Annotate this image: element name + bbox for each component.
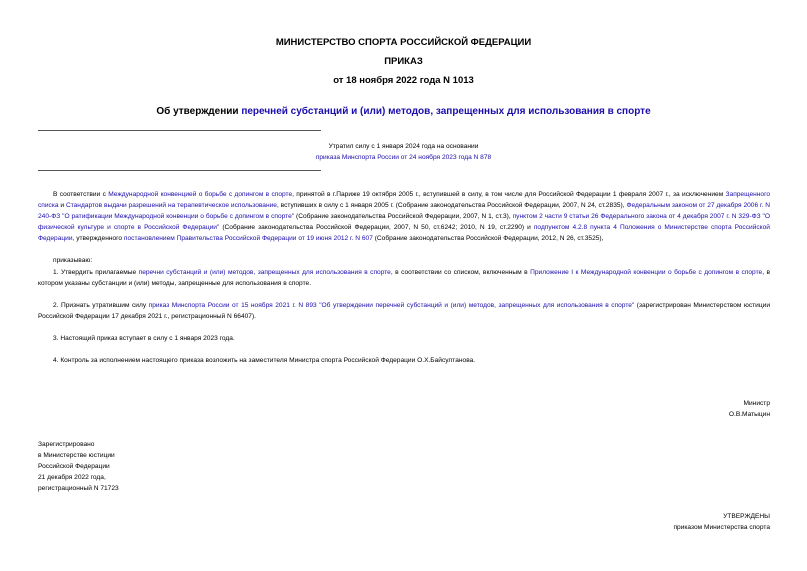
- order-item-4: 4. Контроль за исполнением настоящего приказа возложить на заместителя Министра спорта Российской Федерации О.Х.Байсултанова.: [53, 357, 476, 364]
- preamble-text: , утвержденного: [72, 235, 124, 242]
- preamble-link-regulation[interactable]: подпунктом 4.2.8 пункта 4 Положения о Министерстве спорта Российской Федерации: [38, 224, 770, 242]
- preamble-text: (Собрание законодательства Российской Федерации, 2007, N 1, ст.3),: [294, 213, 513, 220]
- registration-line: Зарегистрировано: [38, 441, 95, 448]
- document-type: ПРИКАЗ: [384, 56, 423, 67]
- preamble-link-federal-law-240[interactable]: Федеральным законом от 27 декабря 2006 г. N 240-ФЗ "О ратификации Международной конвенции о борьбе с допингом в спорте": [38, 202, 770, 220]
- approval-line: УТВЕРЖДЕНЫ: [723, 513, 770, 520]
- preamble: [38, 189, 770, 244]
- signature-position: Министр: [743, 400, 770, 407]
- registration-line: Российской Федерации: [38, 463, 110, 470]
- item1-link-annex[interactable]: Приложение I к Международной конвенции о борьбе с допингом в спорте: [530, 269, 763, 276]
- signature-name: О.В.Матыцин: [728, 411, 770, 418]
- item-text: 1. Утвердить прилагаемые: [53, 269, 139, 276]
- preamble-text: В соответствии с: [53, 191, 109, 198]
- order-word: приказываю:: [53, 257, 93, 264]
- order-item-2: [38, 300, 770, 322]
- preamble-link-federal-law-329[interactable]: пунктом 2 части 9 статьи 26 Федерального закона от 4 декабря 2007 г. N 329-ФЗ "О физической культуре и спорте в Российской Федерации": [38, 213, 770, 231]
- preamble-link-standards[interactable]: Стандартов выдачи разрешений на терапевтическое использование: [65, 202, 277, 209]
- document-title: [0, 106, 807, 117]
- document-date-number: от 18 ноября 2022 года N 1013: [333, 75, 474, 86]
- title-link[interactable]: перечней субстанций и (или) методов, запрещенных для использования в спорте: [241, 106, 651, 117]
- revoked-link[interactable]: приказа Минспорта России от 24 ноября 2023 года N 878: [315, 154, 492, 161]
- title-prefix: Об утверждении: [156, 106, 242, 117]
- order-item-3: 3. Настоящий приказ вступает в силу с 1 января 2023 года.: [53, 335, 235, 342]
- preamble-link-prohibited-list[interactable]: Запрещенного списка: [38, 191, 770, 209]
- preamble-text: (Собрание законодательства Российской Федерации, 2012, N 26, ст.3525),: [372, 235, 604, 242]
- registration-line: в Министерстве юстиции: [38, 452, 115, 459]
- revoked-notice: [0, 141, 807, 163]
- preamble-text: (Собрание законодательства Российской Федерации, 2007, N 50, ст.6242; 2010, N 19, ст.2290) и: [219, 224, 534, 231]
- item2-link-order-893[interactable]: приказ Минспорта России от 15 ноября 2021 г. N 893 "Об утверждении перечней субстанций и (или) методов, запрещенных для использования в спорте": [148, 302, 635, 309]
- item-text: (зарегистрирован Министерством юстиции Российской Федерации 17 декабря 2021 г., регистрационный N 66407).: [38, 302, 770, 320]
- signature-block: [729, 398, 770, 420]
- approval-block: [673, 511, 770, 533]
- preamble-text: , вступивших в силу с 1 января 2005 г. (Собрание законодательства Российской Федерации, 2007, N 24, ст.2835),: [276, 202, 627, 209]
- preamble-text: , принятой в г.Париже 19 октября 2005 г., вступившей в силу, в том числе для Российской Федерации 1 февраля 2007 г., за исключением: [292, 191, 726, 198]
- order-item-1: [38, 267, 770, 289]
- registration-line: регистрационный N 71723: [38, 485, 119, 492]
- divider-top: [38, 130, 321, 131]
- document-body: [38, 189, 770, 366]
- divider-bottom: [38, 170, 321, 171]
- ministry-name: МИНИСТЕРСТВО СПОРТА РОССИЙСКОЙ ФЕДЕРАЦИИ: [275, 37, 532, 48]
- approval-line: приказом Министерства спорта: [673, 524, 770, 531]
- preamble-link-convention[interactable]: Международной конвенцией о борьбе с допингом в спорте: [108, 191, 293, 198]
- registration-line: 21 декабря 2022 года,: [38, 474, 106, 481]
- revoked-line: Утратил силу с 1 января 2024 года на основании: [328, 143, 479, 150]
- registration-block: [38, 439, 119, 494]
- item1-link-lists[interactable]: перечни субстанций и (или) методов, запрещенных для использования в спорте: [138, 269, 391, 276]
- preamble-link-resolution-607[interactable]: постановлением Правительства Российской Федерации от 19 июня 2012 г. N 607: [123, 235, 373, 242]
- item-text: 2. Признать утратившим силу: [53, 302, 149, 309]
- preamble-text: и: [58, 202, 66, 209]
- item-text: , в соответствии со списком, включенным в: [390, 269, 531, 276]
- item-text: , в котором указаны субстанции и (или) методы, запрещенные для использования в спорте.: [38, 269, 770, 287]
